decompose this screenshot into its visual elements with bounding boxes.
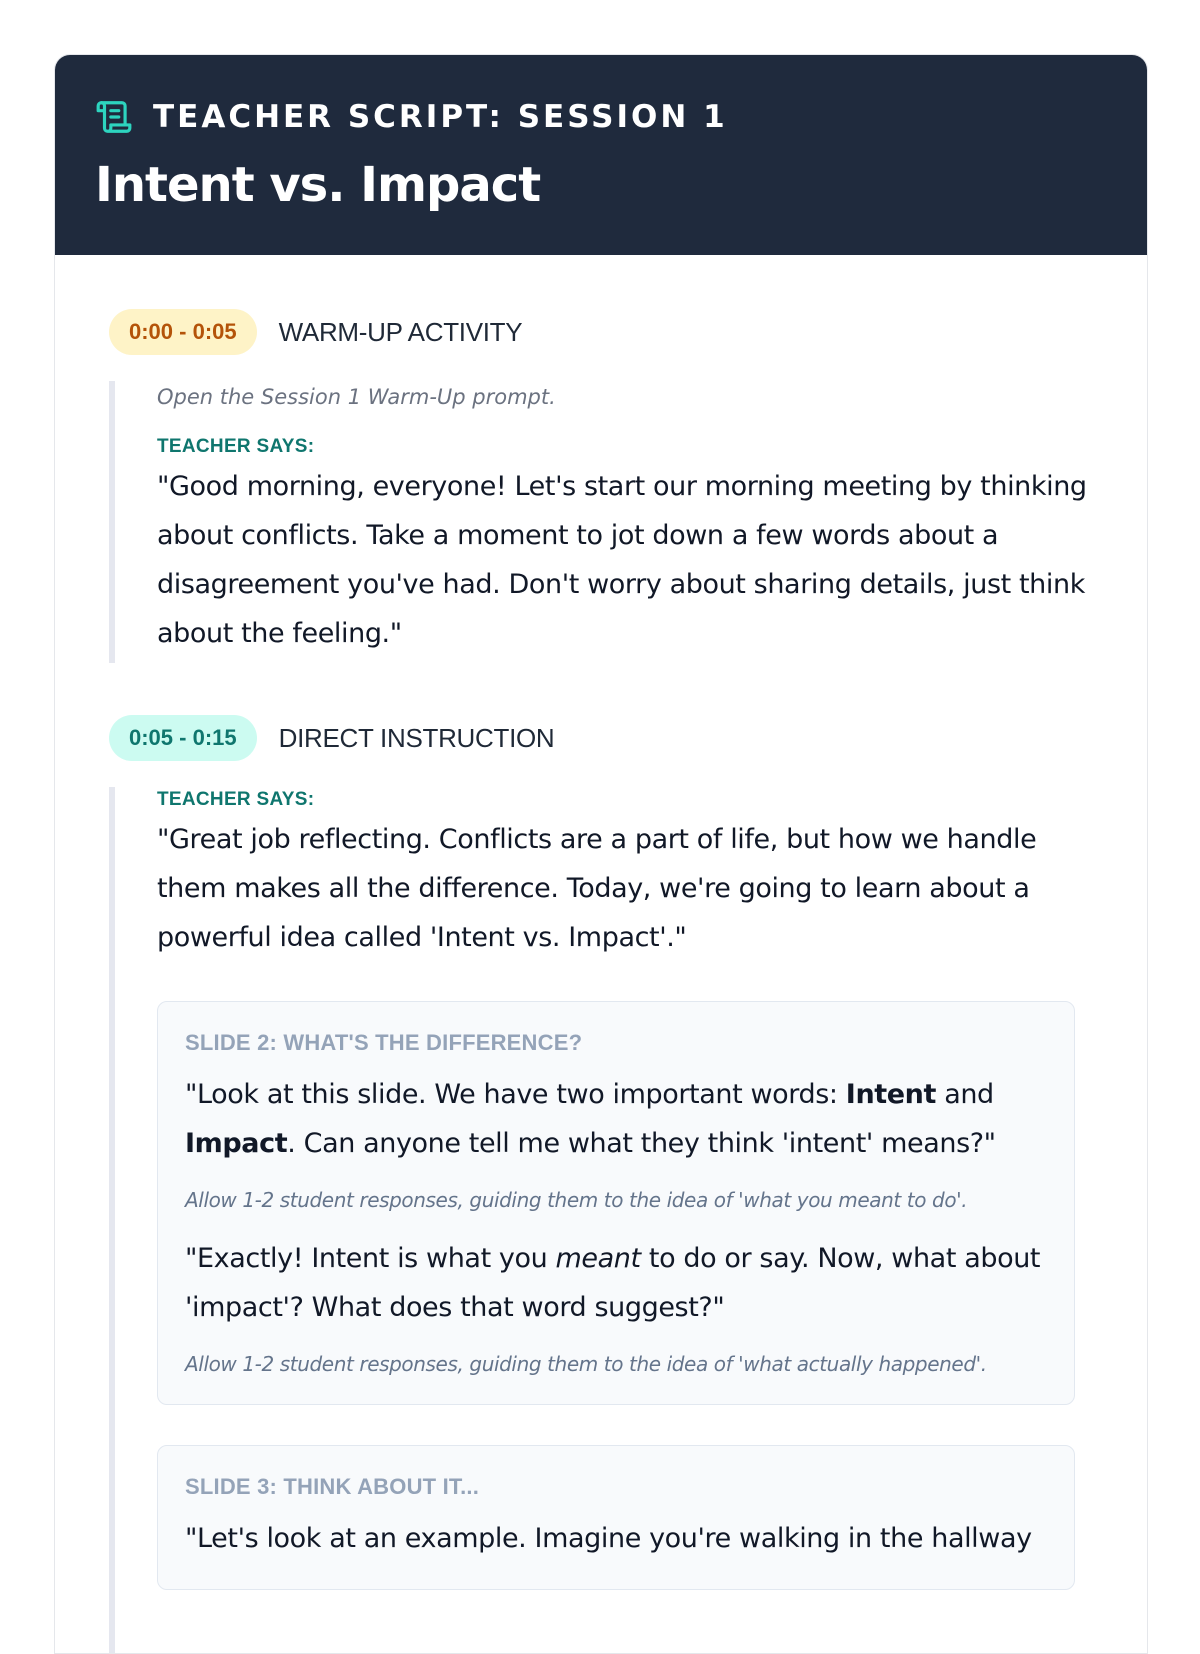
slide-title: SLIDE 3: THINK ABOUT IT... xyxy=(185,1474,480,1499)
warmup-script xyxy=(109,381,1093,663)
slide-card xyxy=(157,1001,1075,1405)
teacher-says-label: TEACHER SAYS: xyxy=(157,436,315,457)
slide-note: Allow 1-2 student responses, guiding them to the idea of 'what actually happened'. xyxy=(185,1352,987,1376)
stage-direction: Open the Session 1 Warm-Up prompt. xyxy=(157,385,556,409)
section-instruction-header xyxy=(109,715,1093,761)
card-header xyxy=(55,55,1147,255)
header-eyebrow xyxy=(95,95,1107,139)
section-title: WARM-UP ACTIVITY xyxy=(278,316,523,347)
slide-text: "Look at this slide. We have two important words: Intent and Impact. Can anyone tell me what they think 'intent' means?" xyxy=(185,1079,996,1159)
time-badge: 0:05 - 0:15 xyxy=(109,715,257,761)
scroll-icon xyxy=(95,98,133,136)
card-body xyxy=(55,255,1147,1654)
teacher-says-text: "Good morning, everyone! Let's start our morning meeting by thinking about conflicts. Take a moment to jot down a few words about a disagreement you've had. Don't worry about sharing details, just think about the feeling." xyxy=(157,471,1087,649)
slide-text: "Exactly! Intent is what you meant to do or say. Now, what about 'impact'? What does that word suggest?" xyxy=(185,1243,1041,1323)
teacher-says-label: TEACHER SAYS: xyxy=(157,789,315,810)
time-badge: 0:00 - 0:05 xyxy=(109,309,257,355)
slide-note: Allow 1-2 student responses, guiding them to the idea of 'what you meant to do'. xyxy=(185,1188,968,1212)
section-warmup-header xyxy=(109,309,1093,355)
slide-text: "Let's look at an example. Imagine you're walking in the hallway xyxy=(185,1523,1032,1554)
page-title: Intent vs. Impact xyxy=(95,157,541,213)
teacher-says-text: "Great job reflecting. Conflicts are a part of life, but how we handle them makes all the difference. Today, we're going to learn about a powerful idea called 'Intent vs. Impact'." xyxy=(157,824,1037,953)
script-card xyxy=(54,54,1148,1654)
slide-title: SLIDE 2: WHAT'S THE DIFFERENCE? xyxy=(185,1030,583,1055)
slide-card xyxy=(157,1445,1075,1590)
instruction-script xyxy=(109,787,1093,1654)
header-eyebrow-text: TEACHER SCRIPT: SESSION 1 xyxy=(153,99,728,135)
section-title: DIRECT INSTRUCTION xyxy=(278,722,555,753)
